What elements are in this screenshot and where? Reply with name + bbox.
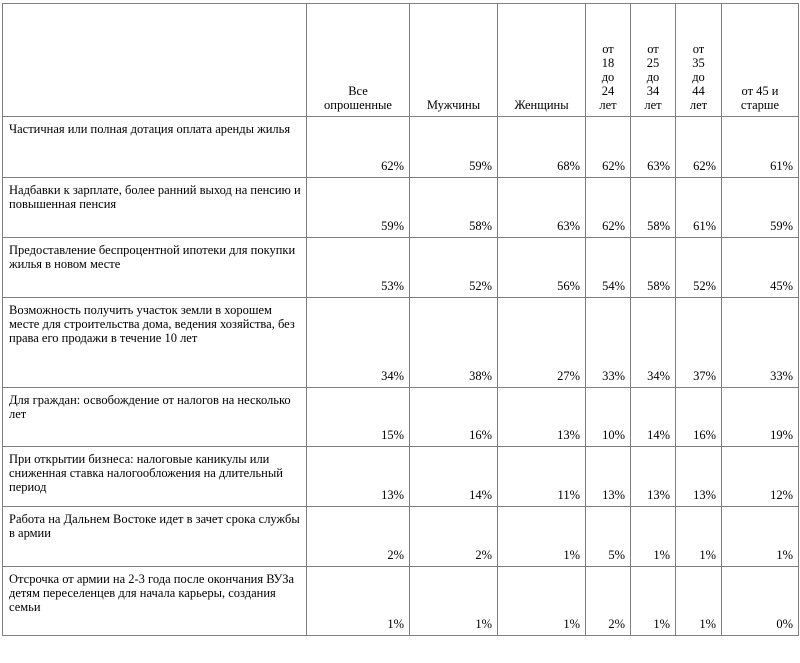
table-row: [3, 447, 799, 507]
value-cell: 63%: [631, 117, 676, 178]
value-cell: 58%: [631, 238, 676, 298]
table-row: [3, 298, 799, 388]
survey-table-container: [2, 3, 799, 636]
value-cell: 33%: [722, 298, 799, 388]
row-label: Отсрочка от армии на 2-3 года после окончания ВУЗа детям переселенцев для начала карьеры, создания семьи: [3, 567, 307, 636]
value-cell: 59%: [722, 178, 799, 238]
header-women: Женщины: [498, 4, 586, 117]
value-cell: 63%: [498, 178, 586, 238]
row-label: Возможность получить участок земли в хорошем месте для строительства дома, ведения хозяйства, без права его продажи в течение 10 лет: [3, 298, 307, 388]
value-cell: 14%: [410, 447, 498, 507]
value-cell: 58%: [410, 178, 498, 238]
value-cell: 62%: [586, 178, 631, 238]
table-row: [3, 178, 799, 238]
value-cell: 2%: [586, 567, 631, 636]
survey-table: [2, 3, 799, 636]
value-cell: 34%: [631, 298, 676, 388]
value-cell: 13%: [307, 447, 410, 507]
value-cell: 1%: [307, 567, 410, 636]
value-cell: 33%: [586, 298, 631, 388]
header-corner: [3, 4, 307, 117]
value-cell: 1%: [676, 507, 722, 567]
value-cell: 2%: [307, 507, 410, 567]
value-cell: 1%: [498, 567, 586, 636]
header-age-18-24: от 18 до 24 лет: [586, 4, 631, 117]
value-cell: 13%: [586, 447, 631, 507]
value-cell: 0%: [722, 567, 799, 636]
value-cell: 68%: [498, 117, 586, 178]
row-label: Надбавки к зарплате, более ранний выход на пенсию и повышенная пенсия: [3, 178, 307, 238]
table-row: [3, 567, 799, 636]
value-cell: 37%: [676, 298, 722, 388]
row-label: При открытии бизнеса: налоговые каникулы или сниженная ставка налогообложения на длительный период: [3, 447, 307, 507]
value-cell: 11%: [498, 447, 586, 507]
value-cell: 34%: [307, 298, 410, 388]
value-cell: 10%: [586, 388, 631, 447]
value-cell: 2%: [410, 507, 498, 567]
table-row: [3, 238, 799, 298]
value-cell: 1%: [631, 567, 676, 636]
value-cell: 52%: [676, 238, 722, 298]
row-label: Для граждан: освобождение от налогов на несколько лет: [3, 388, 307, 447]
row-label: Частичная или полная дотация оплата аренды жилья: [3, 117, 307, 178]
table-row: [3, 388, 799, 447]
value-cell: 14%: [631, 388, 676, 447]
value-cell: 12%: [722, 447, 799, 507]
value-cell: 45%: [722, 238, 799, 298]
header-men: Мужчины: [410, 4, 498, 117]
value-cell: 61%: [722, 117, 799, 178]
value-cell: 53%: [307, 238, 410, 298]
value-cell: 58%: [631, 178, 676, 238]
value-cell: 1%: [722, 507, 799, 567]
header-age-45-plus: от 45 и старше: [722, 4, 799, 117]
value-cell: 15%: [307, 388, 410, 447]
value-cell: 38%: [410, 298, 498, 388]
row-label: Работа на Дальнем Востоке идет в зачет срока службы в армии: [3, 507, 307, 567]
value-cell: 1%: [631, 507, 676, 567]
value-cell: 56%: [498, 238, 586, 298]
value-cell: 61%: [676, 178, 722, 238]
value-cell: 59%: [307, 178, 410, 238]
value-cell: 19%: [722, 388, 799, 447]
header-age-35-44: от 35 до 44 лет: [676, 4, 722, 117]
value-cell: 1%: [676, 567, 722, 636]
value-cell: 5%: [586, 507, 631, 567]
value-cell: 54%: [586, 238, 631, 298]
value-cell: 16%: [676, 388, 722, 447]
value-cell: 27%: [498, 298, 586, 388]
value-cell: 16%: [410, 388, 498, 447]
value-cell: 13%: [676, 447, 722, 507]
value-cell: 13%: [631, 447, 676, 507]
header-all-respondents: Все опрошенные: [307, 4, 410, 117]
table-row: [3, 507, 799, 567]
value-cell: 1%: [410, 567, 498, 636]
table-row: [3, 117, 799, 178]
value-cell: 1%: [498, 507, 586, 567]
row-label: Предоставление беспроцентной ипотеки для покупки жилья в новом месте: [3, 238, 307, 298]
value-cell: 52%: [410, 238, 498, 298]
header-row: [3, 4, 799, 117]
value-cell: 62%: [586, 117, 631, 178]
value-cell: 62%: [676, 117, 722, 178]
value-cell: 59%: [410, 117, 498, 178]
header-age-25-34: от 25 до 34 лет: [631, 4, 676, 117]
value-cell: 13%: [498, 388, 586, 447]
value-cell: 62%: [307, 117, 410, 178]
